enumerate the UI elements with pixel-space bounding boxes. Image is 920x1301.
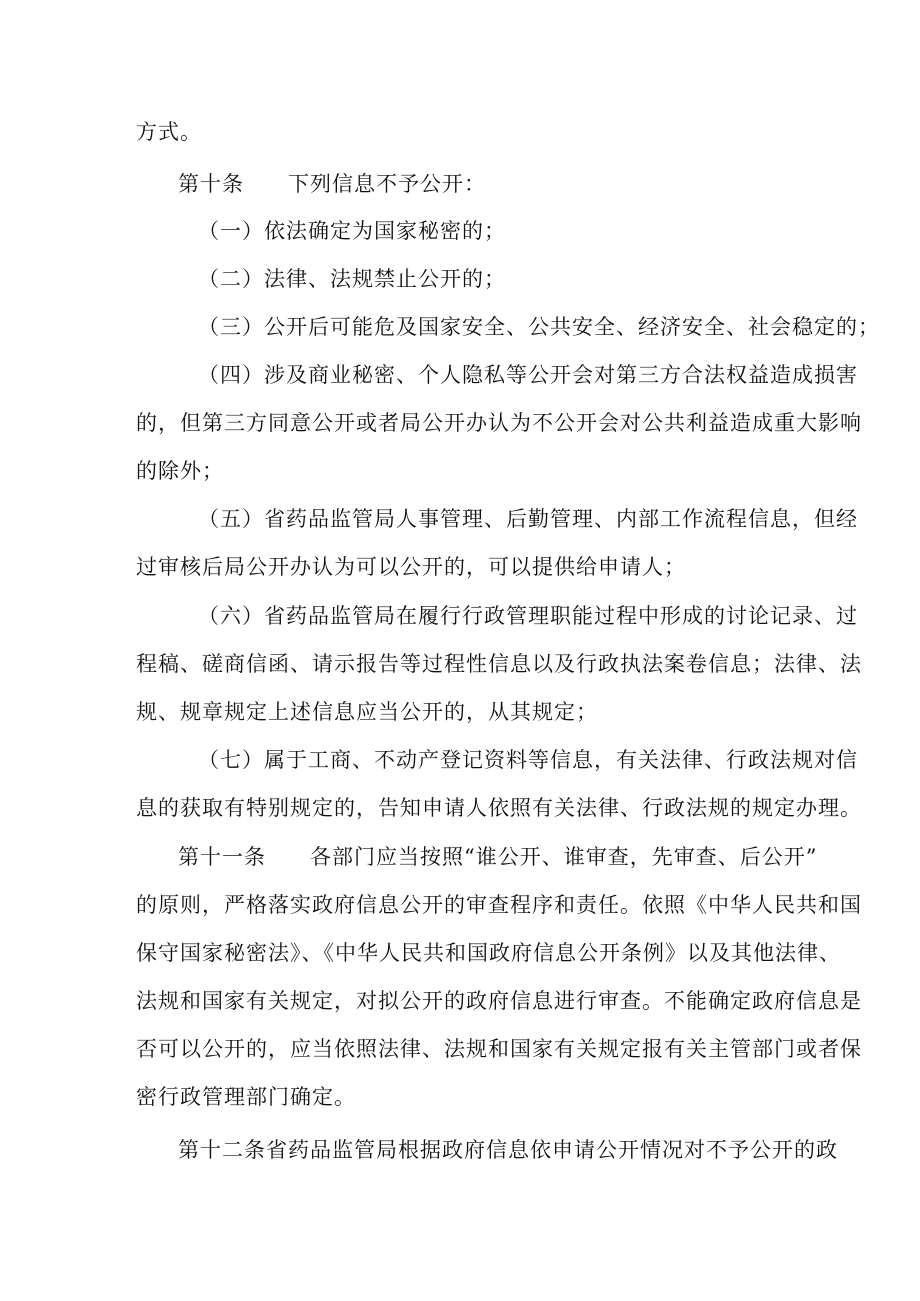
text-line: 保守国家秘密法》、《中华人民共和国政府信息公开条例》以及其他法律、 [136, 941, 841, 965]
text-line: （五）省药品监管局人事管理、后勤管理、内部工作流程信息，但经 [198, 507, 858, 531]
article-12-heading: 第十二条省药品监管局根据政府信息依申请公开情况对不予公开的政 [178, 1138, 838, 1162]
text-line: 息的获取有特别规定的，告知申请人依照有关法律、行政法规的规定办理。 [136, 796, 862, 820]
text-line: 方式。 [136, 120, 202, 144]
text-line: 过审核后局公开办认为可以公开的，可以提供给申请人； [136, 555, 686, 579]
article-11-heading: 第十一条 各部门应当按照“谁公开、谁审查，先审查、后公开” [178, 845, 818, 869]
text-line: （三）公开后可能危及国家安全、公共安全、经济安全、社会稳定的； [198, 315, 880, 339]
text-line: （一）依法确定为国家秘密的； [198, 219, 506, 243]
text-line: 否可以公开的，应当依照法律、法规和国家有关规定报有关主管部门或者保 [136, 1037, 862, 1061]
text-line: 程稿、磋商信函、请示报告等过程性信息以及行政执法案卷信息；法律、法 [136, 652, 862, 676]
text-line: （二）法律、法规禁止公开的； [198, 267, 506, 291]
text-line: 密行政管理部门确定。 [136, 1085, 356, 1109]
text-line: （六）省药品监管局在履行行政管理职能过程中形成的讨论记录、过 [198, 604, 858, 628]
text-line: 法规和国家有关规定，对拟公开的政府信息进行审查。不能确定政府信息是 [136, 989, 862, 1013]
text-line: 的除外； [136, 459, 224, 483]
text-line: 规、规章规定上述信息应当公开的，从其规定； [136, 700, 598, 724]
text-line: （七）属于工商、不动产登记资料等信息，有关法律、行政法规对信 [198, 748, 858, 772]
text-line: 的，但第三方同意公开或者局公开办认为不公开会对公共利益造成重大影响 [136, 411, 862, 435]
text-line: 的原则，严格落实政府信息公开的审查程序和责任。依照《中华人民共和国 [136, 893, 862, 917]
article-10-heading: 第十条 下列信息不予公开： [178, 172, 486, 196]
text-line: （四）涉及商业秘密、个人隐私等公开会对第三方合法权益造成损害 [198, 363, 858, 387]
